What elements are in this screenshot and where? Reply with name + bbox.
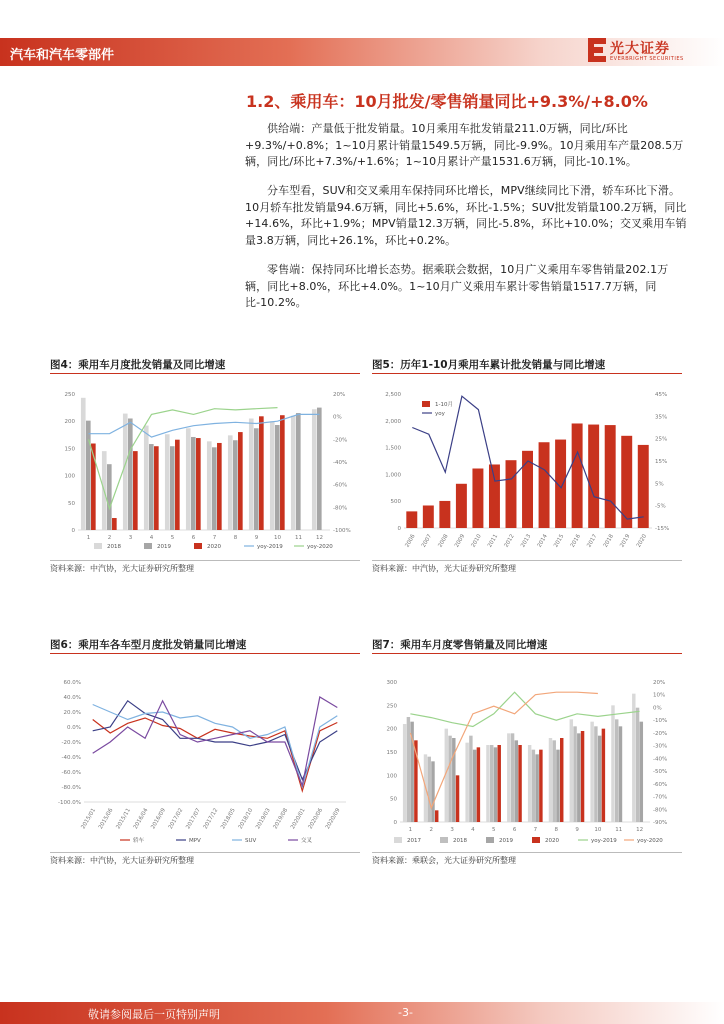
paragraph-models: 分车型看，SUV和交叉乘用车保持同环比增长，MPV继续同比下滑，轿车环比下滑。10月轿车批发销量94.6万辆，同比+5.6%，环比-1.5%；SUV批发销量100.2万辆，同比+14.6%，环比+1.9%；MPV销量12.3万辆，同比-5.8%，环比+10.0%；交叉乘用车销量3.8万辆，同比+26.1%，环比+0.2%。 [245, 184, 687, 247]
logo-subtitle: EVERBRIGHT SECURITIES [610, 56, 684, 62]
fig7-bar-2018 [573, 726, 576, 822]
fig7-bar-2019 [556, 750, 559, 822]
fig5-bar-1-10月 [456, 484, 467, 528]
fig4-bar-2020 [196, 438, 201, 530]
fig4-source: 资料来源：中汽协，光大证券研究所整理 [50, 564, 194, 573]
fig7-bar-2017 [528, 745, 531, 822]
fig4-legend-key [144, 543, 152, 549]
fig6-xtick: 2015/01 [80, 807, 98, 831]
fig4-bar-2019 [296, 413, 301, 530]
fig5-y2tick: 25% [655, 436, 668, 443]
fig4-xtick: 4 [149, 535, 154, 541]
fig7-y2tick: 10% [653, 692, 666, 699]
fig5-bar-1-10月 [588, 425, 599, 528]
fig5-legend-label: yoy [435, 411, 445, 417]
fig4-bar-2019 [317, 408, 322, 530]
fig7-bar-2019 [619, 726, 622, 822]
fig4-bar-2019 [233, 440, 238, 530]
fig7-bar-2018 [490, 745, 493, 822]
fig7-ytick: 200 [386, 726, 397, 733]
fig7-bar-2019 [598, 736, 601, 822]
fig7-bar-2018 [553, 740, 556, 822]
fig7-bar-2017 [465, 743, 468, 822]
fig6-xtick: 2017/07 [185, 807, 202, 831]
fig7-line-yoy-2019 [410, 692, 639, 726]
fig6-xtick: 2018/05 [220, 807, 237, 831]
fig4-xtick: 3 [128, 535, 133, 541]
fig5-xtick: 2013 [520, 533, 533, 549]
fig4-bar-2018 [81, 398, 86, 530]
fig5-bar-1-10月 [605, 425, 616, 528]
fig7-bar-2019 [577, 733, 580, 822]
fig6-xtick: 2020/06 [307, 807, 325, 831]
fig5-ytick: 1,500 [385, 445, 401, 452]
fig7-xtick: 10 [594, 827, 602, 833]
fig4-bar-2020 [217, 443, 222, 530]
fig6-xtick: 2019/08 [272, 807, 290, 831]
fig7-y2tick: -10% [653, 718, 668, 725]
fig5-bar-1-10月 [638, 445, 649, 528]
fig7-y2tick: -30% [653, 743, 668, 750]
fig7-legend-label: 2017 [407, 838, 421, 844]
fig6-chart [50, 660, 360, 850]
fig5-xtick: 2006 [404, 533, 417, 549]
fig5-xtick: 2012 [503, 533, 516, 549]
fig7-bar-2019 [494, 747, 497, 822]
fig7-y2tick: -70% [653, 794, 668, 801]
fig5-y2tick: -15% [655, 526, 670, 532]
fig7-bar-2019 [473, 750, 476, 822]
fig4-xtick: 6 [191, 535, 196, 541]
fig6-legend-label: 交叉 [301, 838, 313, 844]
fig5-bar-1-10月 [406, 511, 417, 528]
fig7-bar-2020 [456, 775, 459, 822]
fig5-xtick: 2017 [586, 533, 599, 549]
fig5-legend-key [422, 401, 430, 407]
fig4-bar-2019 [128, 418, 133, 530]
fig7-bar-2020 [498, 745, 501, 822]
fig4-legend-label: yoy-2019 [257, 544, 283, 550]
fig7-bar-2019 [452, 738, 455, 822]
fig6-source: 资料来源：中汽协，光大证券研究所整理 [50, 856, 194, 865]
fig7-bar-2017 [611, 705, 614, 822]
fig7-bottom-rule [372, 852, 682, 853]
fig7-xtick: 1 [408, 827, 413, 833]
fig4-xtick: 7 [212, 535, 217, 541]
fig4-y2tick: -100% [333, 528, 351, 534]
fig4-bar-2018 [186, 428, 191, 530]
fig4-ytick: 0 [71, 528, 75, 534]
fig7-xtick: 8 [554, 827, 558, 833]
fig6-ytick: 0.0% [67, 725, 81, 731]
page-number: -3- [398, 1006, 413, 1019]
fig4-legend-key [194, 543, 202, 549]
fig6-ytick: 40.0% [63, 695, 81, 701]
fig7-y2tick: -60% [653, 781, 668, 788]
brand-logo [588, 36, 698, 68]
fig4-bar-2018 [165, 434, 170, 530]
fig4-bar-2018 [207, 441, 212, 530]
fig4-y2tick: 0% [333, 414, 342, 421]
fig4-ytick: 50 [68, 500, 75, 507]
fig5-bar-1-10月 [506, 460, 517, 528]
fig4-legend-label: 2020 [207, 544, 221, 550]
fig5-xtick: 2014 [536, 533, 549, 549]
fig6-rule [50, 653, 360, 654]
fig4-bar-2018 [144, 426, 149, 530]
fig7-bar-2020 [581, 731, 584, 822]
fig7-bar-2018 [428, 757, 431, 822]
fig7-bar-2018 [532, 750, 535, 822]
fig7-title: 图7：乘用车月度零售销量及同比增速 [372, 639, 548, 651]
fig4-xtick: 9 [254, 535, 259, 541]
fig7-y2tick: 0% [653, 705, 662, 712]
fig4-y2tick: 20% [333, 392, 346, 398]
fig5-ytick: 0 [397, 526, 401, 532]
fig4-bar-2019 [170, 446, 175, 530]
fig7-bar-2018 [511, 733, 514, 822]
fig4-bar-2018 [228, 435, 233, 530]
fig6-title: 图6：乘用车各车型月度批发销量同比增速 [50, 639, 247, 651]
fig4-bar-2019 [275, 425, 280, 530]
fig6-xtick: 2020/01 [290, 807, 307, 831]
fig7-y2tick: -20% [653, 730, 668, 737]
paragraph-retail: 零售端：保持同环比增长态势。据乘联会数据，10月广义乘用车零售销量202.1万辆，同比+8.0%，环比+4.0%。1~10月广义乘用车累计零售销量1517.7万辆，同比-10.2%。 [245, 263, 669, 309]
fig4-xtick: 1 [86, 535, 91, 541]
fig4-y2tick: -60% [333, 482, 348, 489]
fig4-bottom-rule [50, 560, 360, 561]
fig7-bar-2018 [594, 726, 597, 822]
fig7-bar-2019 [515, 740, 518, 822]
fig4-rule [50, 373, 360, 374]
fig4-y2tick: -80% [333, 505, 348, 512]
fig6-ytick: -40.0% [61, 755, 81, 761]
fig4-bar-2020 [133, 451, 138, 530]
fig6-ytick: -20.0% [61, 740, 81, 746]
fig7-bar-2020 [539, 750, 542, 822]
fig4-chart [50, 380, 360, 558]
fig7-legend-label: 2018 [453, 838, 467, 844]
fig4-legend-label: 2019 [157, 544, 171, 550]
fig7-legend-label: yoy-2019 [591, 838, 617, 844]
fig7-source: 资料来源：乘联会，光大证券研究所整理 [372, 856, 516, 865]
fig5-legend-label: 1-10月 [435, 402, 453, 408]
fig7-ytick: 0 [393, 820, 397, 826]
fig6-xtick: 2017/02 [167, 807, 185, 831]
fig5-svg [372, 380, 682, 558]
fig7-y2tick: -80% [653, 807, 668, 814]
fig4-ytick: 200 [64, 419, 75, 426]
fig5-y2tick: 5% [655, 481, 664, 488]
fig7-bar-2017 [549, 738, 552, 822]
fig5-bar-1-10月 [489, 464, 500, 528]
fig4-y2tick: -20% [333, 437, 348, 444]
fig7-xtick: 9 [575, 827, 579, 833]
fig4-bar-2020 [280, 415, 285, 530]
fig7-bar-2019 [535, 754, 538, 822]
fig7-bar-2018 [469, 736, 472, 822]
fig7-chart [372, 660, 682, 850]
fig5-xtick: 2018 [602, 533, 615, 549]
fig7-xtick: 2 [429, 827, 433, 833]
fig4-bar-2019 [212, 447, 217, 530]
fig4-ytick: 150 [64, 446, 75, 453]
fig4-xtick: 11 [295, 535, 302, 541]
fig4-bar-2020 [238, 432, 243, 530]
fig5-ytick: 2,500 [385, 392, 401, 398]
fig4-legend-label: 2018 [107, 544, 121, 550]
fig7-bar-2018 [448, 736, 451, 822]
fig5-bar-1-10月 [423, 505, 434, 528]
fig4-title: 图4：乘用车月度批发销量及同比增速 [50, 359, 226, 371]
fig6-bottom-rule [50, 852, 360, 853]
fig7-bar-2017 [590, 722, 593, 822]
fig4-ytick: 250 [64, 392, 75, 398]
fig5-source: 资料来源：中汽协，光大证券研究所整理 [372, 564, 516, 573]
fig5-y2tick: 45% [655, 392, 668, 398]
fig7-ytick: 150 [386, 750, 397, 756]
fig6-xtick: 2019/03 [255, 807, 272, 831]
fig5-xtick: 2007 [420, 533, 434, 549]
fig7-xtick: 6 [512, 827, 517, 833]
fig6-legend-label: MPV [189, 838, 201, 844]
fig7-svg [372, 660, 682, 850]
fig5-xtick: 2011 [487, 533, 500, 549]
fig7-bar-2019 [640, 722, 643, 822]
fig5-bottom-rule [372, 560, 682, 561]
fig5-ytick: 500 [390, 499, 401, 506]
logo-mark-icon [588, 38, 606, 62]
fig4-bar-2018 [291, 416, 296, 530]
fig6-line-交叉 [93, 697, 338, 786]
fig6-legend-label: 轿车 [133, 838, 145, 844]
fig6-xtick: 2015/11 [115, 807, 132, 831]
fig7-legend-key [532, 837, 540, 843]
fig7-rule [372, 653, 682, 654]
fig6-line-MPV [93, 701, 338, 780]
fig5-bar-1-10月 [472, 469, 483, 528]
fig7-y2tick: -90% [653, 820, 668, 826]
fig5-xtick: 2015 [553, 533, 566, 549]
fig6-xtick: 2018/10 [237, 807, 255, 831]
fig7-bar-2018 [636, 708, 639, 822]
fig4-svg [50, 380, 360, 558]
fig4-bar-2018 [312, 409, 317, 530]
fig7-xtick: 3 [450, 827, 454, 833]
fig5-chart [372, 380, 682, 558]
fig7-legend-key [440, 837, 448, 843]
fig5-title: 图5：历年1-10月乘用车累计批发销量与同比增速 [372, 359, 606, 371]
header-section-title: 汽车和汽车零部件 [10, 48, 115, 63]
fig7-xtick: 11 [615, 827, 623, 833]
fig7-ytick: 50 [390, 796, 397, 803]
fig4-bar-2018 [249, 418, 254, 530]
fig6-svg [50, 660, 360, 850]
fig7-bar-2020 [602, 729, 605, 822]
fig4-bar-2019 [191, 437, 196, 530]
fig7-bar-2020 [518, 745, 521, 822]
fig6-ytick: -100.0% [58, 800, 81, 806]
fig5-xtick: 2016 [569, 533, 582, 549]
fig5-xtick: 2009 [454, 533, 467, 549]
fig4-bar-2018 [270, 421, 275, 530]
fig4-xtick: 5 [170, 535, 175, 541]
logo-name: 光大证券 [610, 41, 670, 57]
fig7-bar-2017 [486, 745, 489, 822]
fig5-xtick: 2020 [635, 533, 649, 549]
fig4-bar-2018 [123, 414, 128, 530]
fig4-bar-2019 [254, 428, 259, 530]
fig6-xtick: 2016/04 [132, 807, 150, 831]
fig5-y2tick: 35% [655, 414, 668, 421]
fig7-xtick: 4 [471, 827, 475, 833]
fig4-legend-key [94, 543, 102, 549]
fig4-xtick: 12 [316, 535, 323, 541]
fig7-bar-2017 [507, 733, 510, 822]
footer-notice: 敬请参阅最后一页特别声明 [88, 1008, 220, 1021]
section-title: 1.2、乘用车：10月批发/零售销量同比+9.3%/+8.0% [246, 92, 648, 111]
fig7-legend-label: 2020 [545, 838, 559, 844]
fig5-ytick: 1,000 [385, 472, 401, 479]
fig7-legend-label: yoy-2020 [637, 838, 663, 844]
fig7-bar-2017 [403, 724, 406, 822]
fig4-ytick: 100 [64, 473, 75, 480]
fig7-ytick: 300 [386, 680, 397, 686]
fig7-legend-key [486, 837, 494, 843]
fig5-xtick: 2019 [619, 533, 632, 549]
fig4-y2tick: -40% [333, 460, 348, 466]
fig7-xtick: 7 [533, 827, 538, 833]
fig6-xtick: 2017/12 [202, 807, 220, 831]
fig7-y2tick: 20% [653, 680, 666, 686]
fig7-y2tick: -40% [653, 756, 668, 763]
fig5-y2tick: 15% [655, 459, 668, 465]
fig5-y2tick: -5% [655, 503, 666, 510]
fig7-legend-key [394, 837, 402, 843]
fig6-ytick: 60.0% [63, 680, 81, 686]
fig7-legend-label: 2019 [499, 838, 513, 844]
fig4-bar-2019 [107, 464, 112, 530]
fig4-bar-2020 [175, 440, 180, 530]
fig6-ytick: 20.0% [63, 710, 81, 716]
fig4-bar-2020 [112, 518, 117, 530]
fig6-xtick: 2020/09 [324, 807, 342, 831]
fig6-xtick: 2016/09 [150, 807, 167, 831]
fig5-rule [372, 373, 682, 374]
fig7-bar-2020 [435, 810, 438, 822]
fig4-xtick: 2 [107, 535, 112, 541]
fig4-bar-2019 [86, 421, 91, 530]
fig7-bar-2020 [477, 747, 480, 822]
fig7-bar-2020 [560, 738, 563, 822]
fig4-bar-2019 [149, 444, 154, 530]
fig5-bar-1-10月 [439, 501, 450, 528]
paragraph-supply: 供给端：产量低于批发销量。10月乘用车批发销量211.0万辆，同比/环比+9.3%/+0.8%；1~10月累计销量1549.5万辆，同比-9.9%。10月乘用车产量208.5万辆，同比/环比+7.3%/+1.6%；1~10月累计产量1531.6万辆，同比-10.1%。 [245, 122, 684, 168]
fig4-xtick: 10 [274, 535, 281, 541]
fig7-bar-2018 [615, 719, 618, 822]
fig6-ytick: -60.0% [61, 770, 81, 776]
fig6-legend-label: SUV [245, 838, 257, 844]
fig4-xtick: 8 [233, 535, 238, 541]
fig6-ytick: -80.0% [61, 785, 81, 791]
fig7-xtick: 5 [492, 827, 496, 833]
fig7-ytick: 250 [386, 703, 397, 710]
fig5-xtick: 2010 [470, 533, 483, 549]
fig5-xtick: 2008 [437, 533, 450, 549]
fig4-bar-2020 [259, 416, 264, 530]
fig7-bar-2017 [570, 719, 573, 822]
fig7-bar-2017 [632, 694, 635, 822]
fig7-bar-2018 [407, 717, 410, 822]
fig7-ytick: 100 [386, 773, 397, 780]
fig7-xtick: 12 [636, 827, 644, 833]
fig7-y2tick: -50% [653, 769, 668, 776]
fig4-legend-label: yoy-2020 [307, 544, 333, 550]
fig4-bar-2020 [154, 446, 159, 530]
fig5-bar-1-10月 [572, 423, 583, 528]
fig7-bar-2019 [431, 761, 434, 822]
fig5-ytick: 2,000 [385, 418, 401, 425]
fig5-bar-1-10月 [539, 442, 550, 528]
fig6-xtick: 2015/06 [97, 807, 115, 831]
